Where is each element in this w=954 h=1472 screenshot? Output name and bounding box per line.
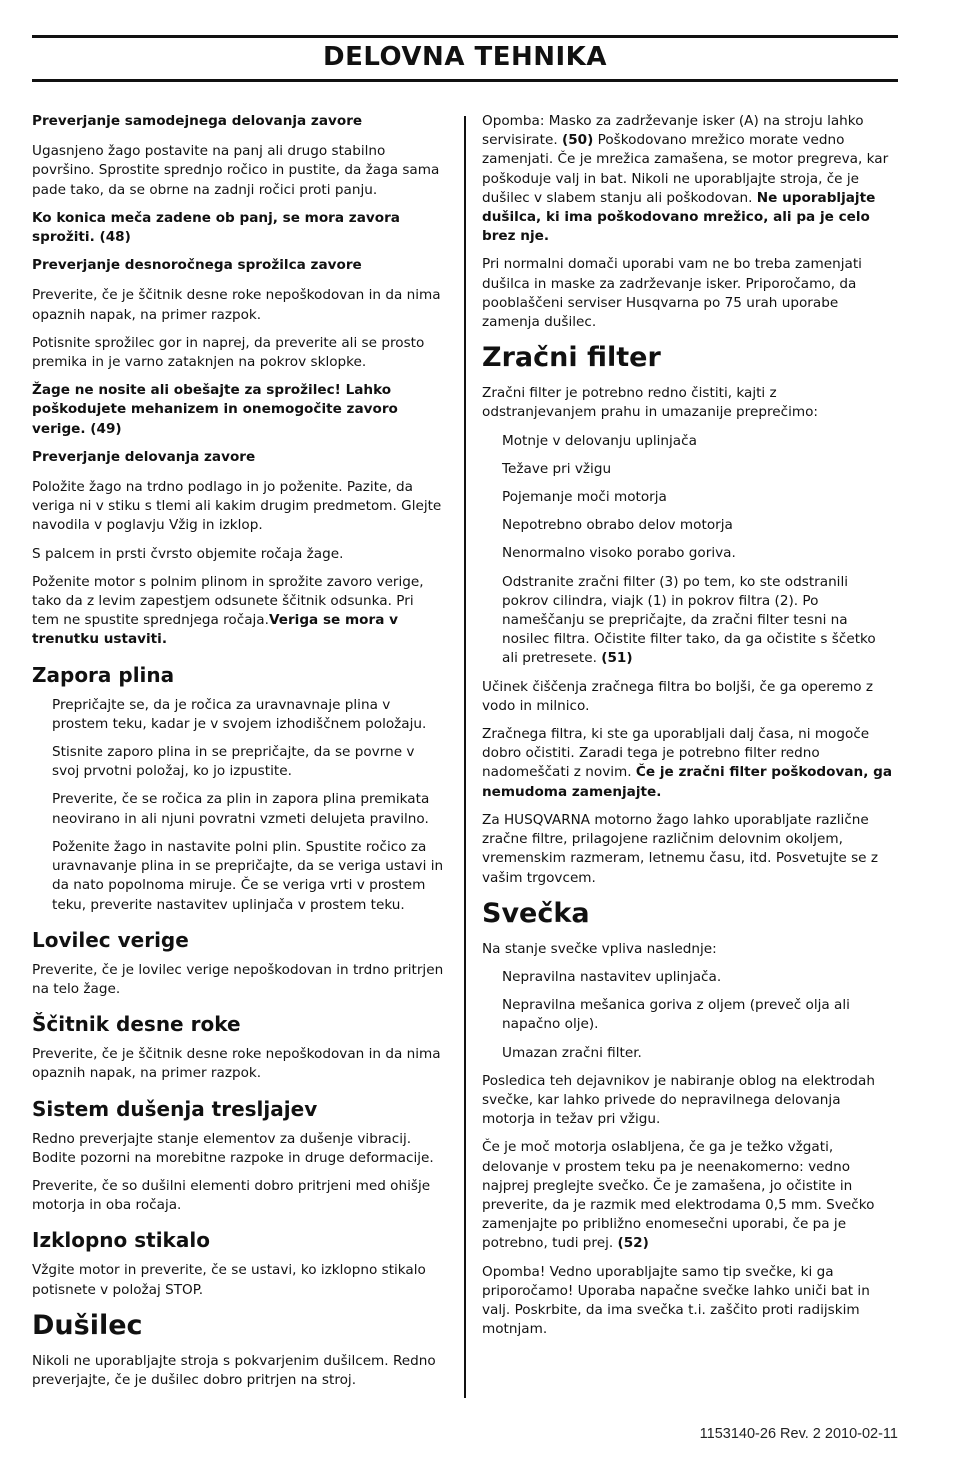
paragraph: Ugasnjeno žago postavite na panj ali drugo stabilno površino. Sprostite sprednjo ročico in pustite, da žaga sama pade tako, da se obrne na zadnji ročici proti panju. bbox=[32, 143, 440, 198]
header-rule-bottom bbox=[32, 79, 898, 82]
bold-text-run: Ne uporabljajte dušilca, ki ima poškodovano mrežico, ali pa je celo brez nje. bbox=[482, 189, 876, 245]
paragraph: Preverite, če je ščitnik desne roke nepoškodovan in da nima opaznih napak, na primer razpok. bbox=[32, 1046, 441, 1082]
warning-paragraph: Žage ne nosite ali obešajte za sprožilec! Lahko poškodujete mehanizem in onemogočite zavoro verige. (49) bbox=[32, 382, 398, 437]
list-item: Nepotrebno obrabo delov motorja bbox=[502, 517, 733, 534]
text-run: Če je moč motorja oslabljena, če ga je težko vžgati, delovanje v prostem teku pa je neenakomerno: vedno najprej preglejte svečko. Če je zamašena, jo očistite in preverite, da je razmik med elektrodama 0,5 mm. Svečko zamenjajte po približno enomesečni uporabi, če pa je potrebno, tudi prej. bbox=[482, 1139, 875, 1252]
bold-text-run: Če je zračni filter poškodovan, ga nemudoma zamenjajte. bbox=[482, 764, 893, 800]
text-run: Zračnega filtra, ki ste ga uporabljali dalj časa, ni mogoče dobro očistiti. Zaradi tega je potrebno filter redno nadomeščati z novim. bbox=[482, 726, 870, 781]
list-item: Težave pri vžigu bbox=[502, 460, 612, 477]
paragraph: Pri normalni domači uporabi vam ne bo treba zamenjati dušilca in maske za zadrževanje isker. Priporočamo, da pooblaščeni serviser Husqvarna po 75 urah uporabe zamenja dušilec. bbox=[482, 256, 862, 331]
paragraph: Položite žago na trdno podlago in jo poženite. Pazite, da veriga ni v stiku s tlemi ali kakim drugim predmetom. Glejte navodila v poglavju Vžig in izklop. bbox=[32, 479, 442, 534]
section-heading-izklopno-stikalo: Izklopno stikalo bbox=[32, 1228, 210, 1253]
paragraph: Učinek čiščenja zračnega filtra bo boljši, če ga operemo z vodo in milnico. bbox=[482, 678, 873, 714]
paragraph: Preverite, če so dušilni elementi dobro pritrjeni med ohišje motorja in oba ročaja. bbox=[32, 1177, 431, 1214]
paragraph: Zračni filter je potrebno redno čistiti, kajti z odstranjevanjem prahu in umazanije preprečimo: bbox=[482, 385, 819, 421]
list-item: Motnje v delovanju uplinjača bbox=[502, 432, 697, 449]
paragraph bbox=[482, 112, 894, 246]
paragraph bbox=[482, 725, 894, 802]
subheading-brake-check: Preverjanje delovanja zavore bbox=[32, 448, 256, 465]
header-rule-top bbox=[32, 35, 898, 38]
section-heading-zracni-filter: Zračni filter bbox=[482, 342, 661, 374]
column-divider bbox=[464, 116, 466, 1398]
right-column bbox=[482, 112, 894, 1348]
text-run: Odstranite zračni filter (3) po tem, ko ste odstranili pokrov cilindra, viajk (1) in pokrov filtra (2). Po nameščanju se prepričajte, da zračni filter tesni na nosilec filtra. Očistite filter tako, da ga očistite s ščetko ali pretresete. bbox=[502, 573, 876, 667]
bold-paragraph: Ko konica meča zadene ob panj, se mora zavora sprožiti. (48) bbox=[32, 209, 400, 246]
indented-paragraph: Stisnite zaporo plina in se prepričajte, da se povrne v svoj prvotni položaj, ko jo izpustite. bbox=[52, 744, 415, 780]
subheading-auto-brake: Preverjanje samodejnega delovanja zavore bbox=[32, 113, 363, 129]
section-heading-svecka: Svečka bbox=[482, 897, 590, 929]
list-item: Pojemanje moči motorja bbox=[502, 489, 667, 506]
indented-paragraph: Poženite žago in nastavite polni plin. Spustite ročico za uravnavanje plina in se prepričajte, da se veriga ustavi in da nato popolnoma miruje. Če se veriga vrti v prostem teku, preverite nastavitev uplinjača v prostem teku. bbox=[52, 838, 444, 913]
indented-paragraph bbox=[502, 573, 894, 669]
bold-text-run: Veriga se mora v trenutku ustaviti. bbox=[32, 612, 398, 648]
paragraph: Posledica teh dejavnikov je nabiranje oblog na elektrodah svečke, kar lahko privede do nepravilnega delovanja motorja in težav pri vžigu. bbox=[482, 1072, 875, 1128]
paragraph: S palcem in prsti čvrsto objemite ročaja žage. bbox=[32, 545, 344, 562]
section-heading-dusenje: Sistem dušenja tresljajev bbox=[32, 1096, 318, 1121]
list-item: Nepravilna nastavitev uplinjača. bbox=[502, 968, 722, 985]
section-heading-lovilec-verige: Lovilec verige bbox=[32, 927, 189, 952]
subheading-trigger-check: Preverjanje desnoročnega sprožilca zavore bbox=[32, 257, 362, 274]
paragraph: Vžgite motor in preverite, če se ustavi, ko izklopno stikalo potisnete v položaj STOP. bbox=[32, 1262, 426, 1298]
figure-ref: (52) bbox=[617, 1235, 649, 1252]
paragraph: Na stanje svečke vpliva naslednje: bbox=[482, 940, 717, 957]
text-run: Poženite motor s polnim plinom in sprožite zavoro verige, tako da z levim zapestjem odsunete ščitnik odsunka. Pri tem ne spustite sprednjega ročaja. bbox=[32, 573, 424, 629]
paragraph: Redno preverjajte stanje elementov za dušenje vibracij. Bodite pozorni na morebitne razpoke in druge deformacije. bbox=[32, 1130, 434, 1166]
page-title: DELOVNA TEHNIKA bbox=[323, 42, 607, 72]
list-item: Umazan zračni filter. bbox=[502, 1044, 642, 1061]
left-column bbox=[32, 112, 444, 1399]
document-number: 1153140-26 Rev. 2 2010-02-11 bbox=[699, 1426, 898, 1442]
paragraph: Za HUSQVARNA motorno žago lahko uporabljate različne zračne filtre, prilagojene različnim delovnim okoljem, vremenskim razmeram, letnemu času, itd. Posvetujte se z vašim trgovcem. bbox=[482, 811, 878, 886]
paragraph: Potisnite sprožilec gor in naprej, da preverite ali se prosto premika in je varno zataknjen na pokrov sklopke. bbox=[32, 334, 425, 371]
figure-ref: (51) bbox=[601, 650, 633, 667]
paragraph: Opomba! Vedno uporabljajte samo tip svečke, ki ga priporočamo! Uporaba napačne svečke lahko uniči bat in valj. Poskrbite, da ima svečka t.i. zaščito proti radijskim motnjam. bbox=[482, 1263, 870, 1338]
section-heading-zapora-plina: Zapora plina bbox=[32, 662, 175, 687]
section-heading-scitnik: Ščitnik desne roke bbox=[32, 1012, 241, 1037]
paragraph bbox=[482, 1138, 894, 1253]
text-run: Poškodovano mrežico morate vedno zamenjati. Če je mrežica zamašena, se motor pregreva, kar poškoduje valj in bat. Nikoli ne uporabljajte stroja, če je dušilec v slabem stanju ali poškodovan. bbox=[482, 132, 889, 206]
list-item: Nenormalno visoko porabo goriva. bbox=[502, 545, 736, 562]
text-run: Opomba: Masko za zadrževanje isker (A) na stroju lahko servisirate. bbox=[482, 113, 864, 149]
paragraph: Nikoli ne uporabljajte stroja s pokvarjenim dušilcem. Redno preverjajte, če je dušilec dobro pritrjen na stroj. bbox=[32, 1352, 436, 1388]
list-item: Nepravilna mešanica goriva z oljem (preveč olja ali napačno olje). bbox=[502, 997, 850, 1033]
figure-ref: (50) bbox=[561, 132, 594, 149]
indented-paragraph: Preverite, če se ročica za plin in zapora plina premikata neovirano in ali njuni povratni vzmeti delujeta pravilno. bbox=[52, 791, 430, 827]
section-heading-dusilec: Dušilec bbox=[32, 1309, 143, 1341]
paragraph: Preverite, če je ščitnik desne roke nepoškodovan in da nima opaznih napak, na primer razpok. bbox=[32, 287, 441, 323]
paragraph: Preverite, če je lovilec verige nepoškodovan in trdno pritrjen na telo žage. bbox=[32, 961, 444, 997]
indented-paragraph: Prepričajte se, da je ročica za uravnavnaje plina v prostem teku, kadar je v svojem izhodiščnem položaju. bbox=[52, 696, 427, 732]
paragraph bbox=[32, 573, 444, 650]
